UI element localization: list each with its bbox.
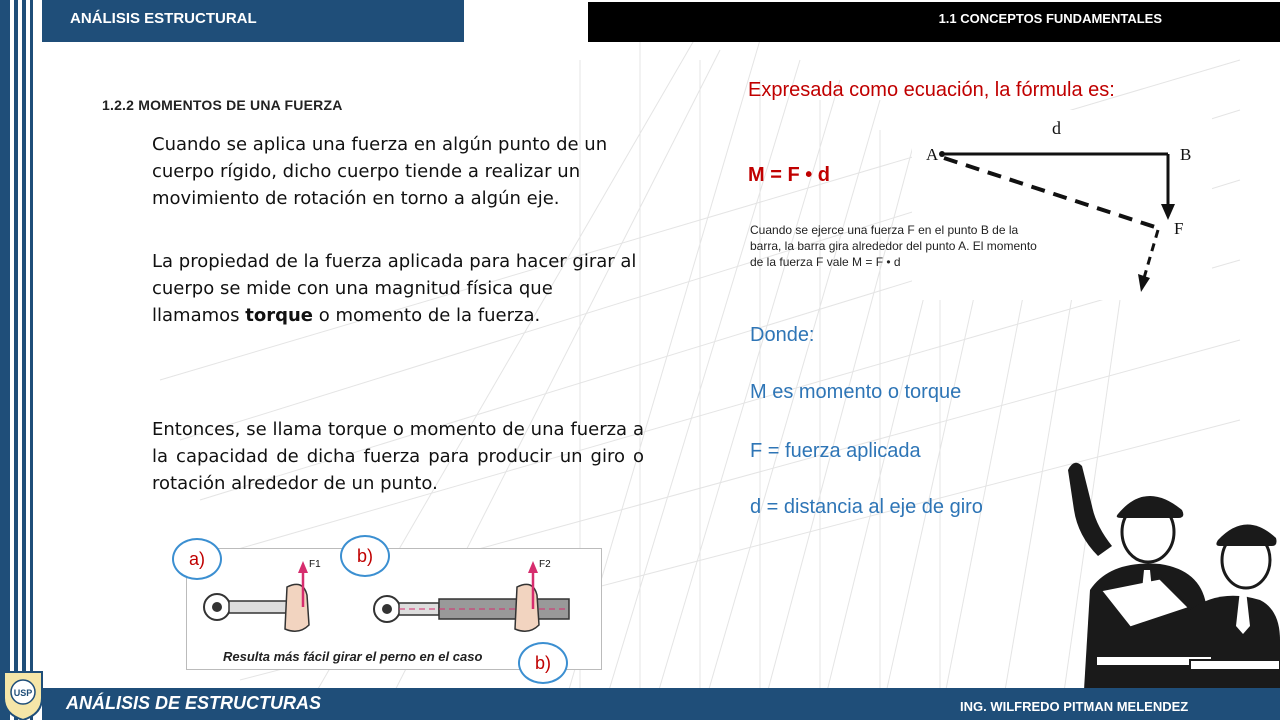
left-vertical-stripes (0, 0, 42, 720)
footer-author: ING. WILFREDO PITMAN MELENDEZ (960, 699, 1189, 714)
section-title: 1.2.2 MOMENTOS DE UNA FUERZA (102, 97, 343, 113)
diagram-caption: Cuando se ejerce una fuerza F en el punto B de la barra, la barra gira alrededor del punto A. El momento de la fuerza F vale M = F • d (750, 223, 1037, 269)
footer-course-title: ANÁLISIS DE ESTRUCTURAS (66, 693, 322, 713)
equation-intro: Expresada como ecuación, la fórmula es: (748, 79, 1115, 101)
diagram-label-a: A (926, 145, 939, 164)
force-moment-diagram (912, 110, 1212, 300)
footer-bar (42, 688, 1280, 720)
header-right-title: 1.1 CONCEPTOS FUNDAMENTALES (938, 11, 1162, 26)
header-left-title: ANÁLISIS ESTRUCTURAL (70, 10, 257, 27)
rotation-dashed-line (944, 158, 1158, 228)
wrench-drawings (187, 549, 601, 645)
wrench-b (374, 559, 569, 631)
diagram-label-b: B (1180, 145, 1192, 164)
diagram-label-f: F (1174, 219, 1184, 238)
force-label-f1: F1 (309, 559, 321, 570)
tag-b: b) (340, 535, 390, 577)
paragraph-definition: Cuando se aplica una fuerza en algún punto de un cuerpo rígido, dicho cuerpo tiende a realizar un movimiento de rotación en torno a algún eje. (152, 134, 608, 209)
force-label-f2: F2 (539, 559, 551, 570)
torque-keyword: torque (245, 305, 314, 326)
engineers-illustration (1040, 440, 1280, 690)
rotated-force-head (1138, 274, 1150, 292)
tag-b-caption: b) (518, 642, 568, 684)
paragraph-torque-text-1: La propiedad de la fuerza aplicada para hacer girar al cuerpo se mide con una magnitud física que llamamos (152, 251, 637, 326)
wrench-a (204, 559, 321, 631)
logo-text: USP (13, 688, 33, 698)
university-logo-icon (0, 668, 46, 720)
header-right-bar (588, 2, 1280, 42)
paragraph-torque-property (152, 248, 644, 329)
header-left-bar (42, 0, 464, 42)
wrench-figure-caption: Resulta más fácil girar el perno en el caso (223, 649, 483, 664)
where-item-distance: d = distancia al eje de giro (750, 496, 983, 518)
paragraph-torque-text-2: o momento de la fuerza. (313, 305, 541, 326)
moment-formula: M = F • d (748, 164, 831, 186)
paragraph-conclusion: Entonces, se llama torque o momento de una fuerza a la capacidad de dicha fuerza para producir un giro o rotación alrededor de un punto. (152, 419, 644, 494)
where-title: Donde: (750, 324, 815, 346)
pivot-point-a (939, 151, 945, 157)
diagram-label-d: d (1052, 118, 1061, 138)
where-item-force: F = fuerza aplicada (750, 440, 921, 462)
force-arrow-head (1161, 204, 1175, 220)
tag-a: a) (172, 538, 222, 580)
rotated-force-dashed (1144, 230, 1158, 278)
where-item-moment: M es momento o torque (750, 381, 962, 403)
